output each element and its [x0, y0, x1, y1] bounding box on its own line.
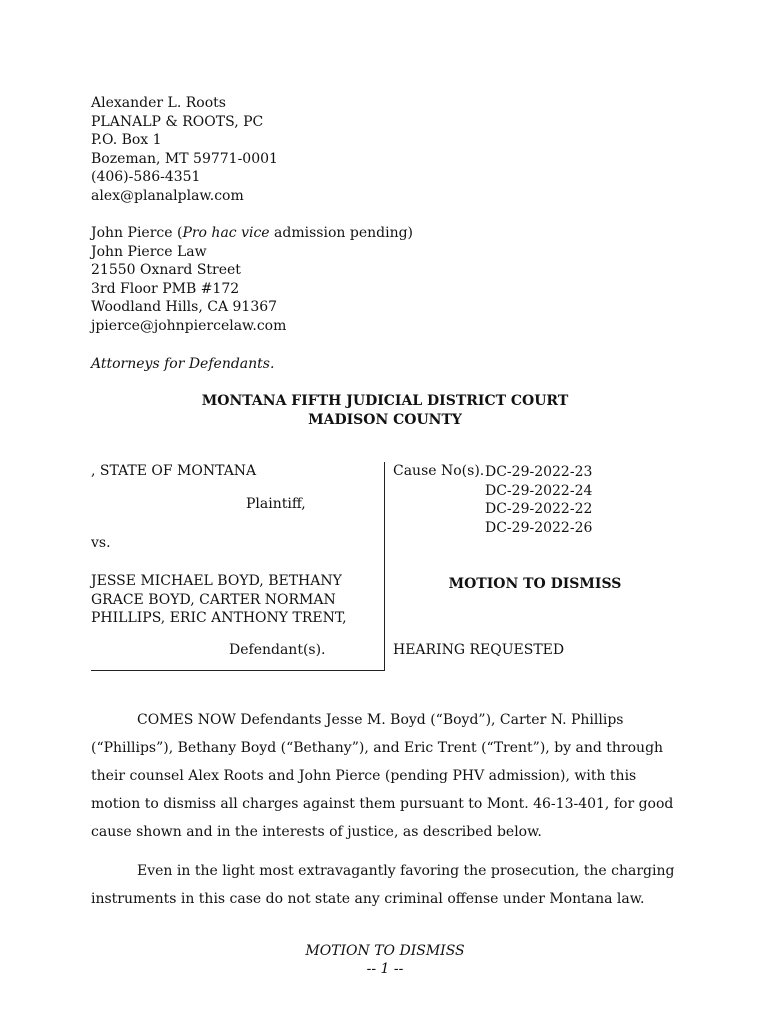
paragraph-line: cause shown and in the interests of justice, as described below.	[91, 824, 542, 840]
paragraph-1	[91, 706, 676, 846]
attorneys-for-text: Attorneys for Defendants.	[91, 356, 275, 372]
firm-name: PLANALP & ROOTS, PC	[91, 113, 264, 130]
motion-title: MOTION TO DISMISS	[448, 576, 622, 592]
floor-address: 3rd Floor PMB #172	[91, 280, 240, 297]
defendants-line: GRACE BOYD, CARTER NORMAN	[91, 591, 336, 608]
court-county: MADISON COUNTY	[308, 412, 462, 428]
paragraph-line: Even in the light most extravagantly favoring the prosecution, the charging	[137, 863, 675, 879]
firm-name: John Pierce Law	[91, 243, 207, 260]
caption-vertical-rule	[384, 462, 385, 670]
email-address: jpierce@johnpiercelaw.com	[91, 317, 287, 334]
hearing-requested: HEARING REQUESTED	[393, 642, 565, 658]
cause-number: DC-29-2022-24	[485, 482, 593, 499]
caption-horizontal-rule	[91, 670, 385, 671]
plaintiff-label: Plaintiff,	[246, 496, 306, 512]
page-number: -- 1 --	[366, 961, 404, 977]
attorney-block-roots	[91, 94, 278, 206]
cause-number: DC-29-2022-26	[485, 519, 593, 536]
cause-label: Cause No(s).	[393, 463, 485, 479]
paragraph-line: (“Phillips”), Bethany Boyd (“Bethany”), and Eric Trent (“Trent”), by and through	[91, 740, 664, 756]
attorney-name	[91, 224, 413, 243]
city-state-zip: Bozeman, MT 59771-0001	[91, 150, 278, 167]
paragraph-2	[91, 857, 676, 913]
paragraph-line: motion to dismiss all charges against them pursuant to Mont. 46-13-401, for good	[91, 796, 674, 812]
paragraph-line: instruments in this case do not state any criminal offense under Montana law.	[91, 891, 645, 907]
cause-numbers	[485, 463, 592, 537]
attorney-name: Alexander L. Roots	[91, 95, 226, 111]
defendants-line: JESSE MICHAEL BOYD, BETHANY	[91, 573, 342, 589]
phone-number: (406)-586-4351	[91, 169, 201, 186]
defendant-label: Defendant(s).	[229, 642, 326, 658]
street-address: 21550 Oxnard Street	[91, 262, 241, 279]
cause-number: DC-29-2022-23	[485, 464, 593, 480]
name-suffix: admission pending)	[269, 225, 414, 241]
attorneys-for-defendants	[91, 355, 274, 374]
city-state-zip: Woodland Hills, CA 91367	[91, 299, 278, 316]
defendants-line: PHILLIPS, ERIC ANTHONY TRENT,	[91, 610, 347, 627]
court-name: MONTANA FIFTH JUDICIAL DISTRICT COURT	[201, 393, 569, 409]
attorney-block-pierce	[91, 224, 413, 336]
email-address: alex@planalplaw.com	[91, 187, 244, 204]
paragraph-line: their counsel Alex Roots and John Pierce (pending PHV admission), with this	[91, 768, 637, 784]
footer-title: MOTION TO DISMISS	[305, 943, 465, 959]
cause-number: DC-29-2022-22	[485, 501, 593, 518]
defendants-names	[91, 572, 347, 628]
plaintiff-name: , STATE OF MONTANA	[91, 463, 257, 479]
po-box: P.O. Box 1	[91, 132, 162, 149]
pro-hac-vice: Pro hac vice	[182, 225, 270, 241]
name-prefix: John Pierce (	[91, 225, 183, 241]
versus: vs.	[91, 535, 111, 551]
paragraph-line: COMES NOW Defendants Jesse M. Boyd (“Boyd”), Carter N. Phillips	[137, 712, 624, 728]
